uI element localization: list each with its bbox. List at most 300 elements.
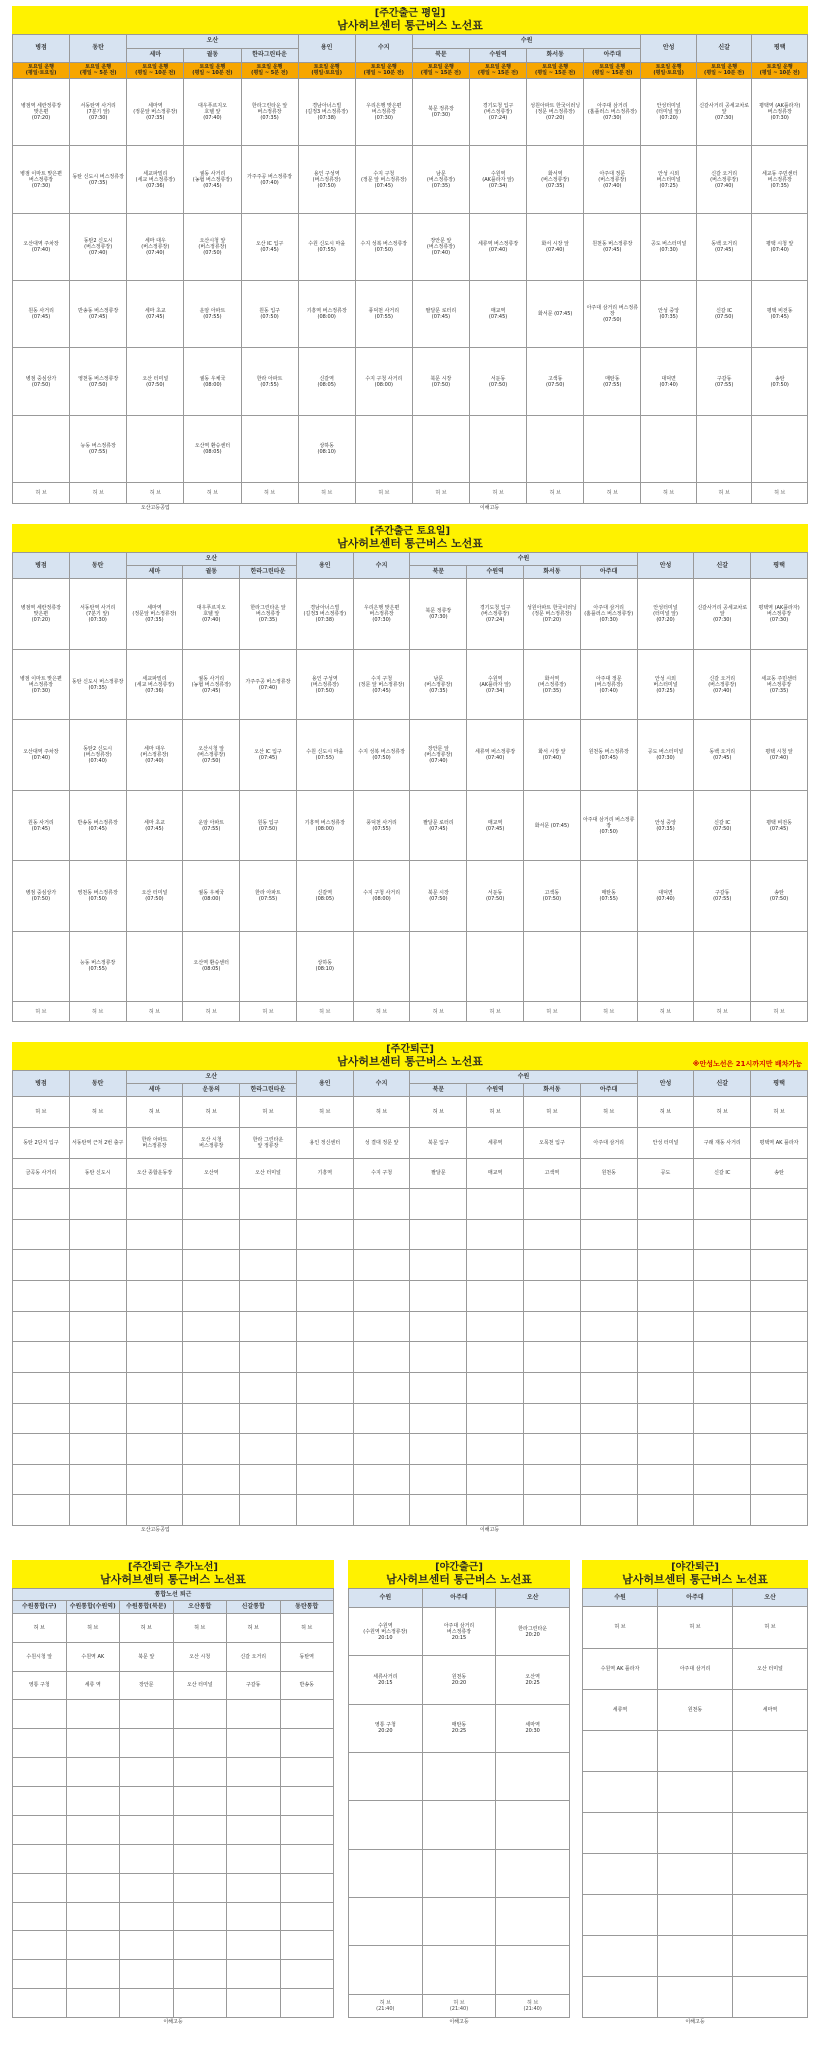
extra-title: [주간퇴근 추가노선] xyxy=(128,1562,218,1573)
stop-cell: 능동 버스정류장 (07:55) xyxy=(69,931,126,1001)
empty-cell xyxy=(126,1311,183,1342)
empty-cell xyxy=(580,1219,637,1250)
stop-cell: 허 브 xyxy=(120,1613,174,1642)
stop-cell: 오산역 환승센터 (08:05) xyxy=(183,931,240,1001)
empty-cell xyxy=(410,1281,467,1312)
center-title: 남사허브센터 통근버스 노선표 xyxy=(337,19,483,32)
empty-row xyxy=(349,1898,570,1946)
table-row xyxy=(13,281,808,348)
night-in-title: [야간출근] xyxy=(435,1562,483,1573)
empty-cell xyxy=(349,1801,423,1849)
sub-header: 화서동 xyxy=(524,1084,581,1097)
stop-cell: 병점 중심상가 (07:50) xyxy=(13,861,70,931)
stop-cell: 수지 성복 버스정류장 (07:50) xyxy=(353,720,410,790)
stop-cell xyxy=(641,415,697,482)
night-in-header xyxy=(348,1560,570,1588)
stop-cell: 고색동 (07:50) xyxy=(527,348,584,415)
center-title: 남사허브센터 통근버스 노선표 xyxy=(337,1055,483,1068)
empty-cell xyxy=(280,1729,334,1758)
stop-cell: 구갈동 (07:55) xyxy=(694,861,751,931)
stop-cell: 가주주공 버스정류장 (07:40) xyxy=(240,649,297,719)
empty-cell xyxy=(280,1989,334,2018)
stop-cell: 공도 버스터미널 (07:30) xyxy=(637,720,694,790)
stop-cell: 한라 아파트 (07:55) xyxy=(240,861,297,931)
group-header: 수원 xyxy=(410,553,637,566)
empty-cell xyxy=(227,1758,281,1787)
empty-cell xyxy=(280,1700,334,1729)
empty-cell xyxy=(637,1342,694,1373)
stop-cell: 아주대 정문 (버스정류장) (07:40) xyxy=(580,649,637,719)
empty-cell xyxy=(126,1464,183,1495)
empty-cell xyxy=(69,1219,126,1250)
weekday-evening-header xyxy=(12,1042,808,1070)
stop-cell: 원동 사거리 (07:45) xyxy=(13,790,70,860)
empty-cell xyxy=(183,1189,240,1220)
empty-cell xyxy=(13,1342,70,1373)
empty-cell xyxy=(227,1787,281,1816)
empty-row xyxy=(13,1403,808,1434)
empty-cell xyxy=(13,1844,67,1873)
stop-cell: 기흥역 버스정류장 (08:00) xyxy=(298,281,355,348)
stop-cell: 영통 구청 xyxy=(13,1671,67,1700)
stop-cell: 서동탄역 사거리 (7분기 앞) (07:30) xyxy=(70,79,127,146)
stop-cell: 신갈사거리 공세교차로 앞 (07:30) xyxy=(696,79,752,146)
empty-cell xyxy=(467,1250,524,1281)
empty-cell xyxy=(173,1815,227,1844)
sub-header: 화서동 xyxy=(524,566,581,579)
empty-cell xyxy=(69,1281,126,1312)
empty-cell xyxy=(227,1815,281,1844)
end-row xyxy=(13,1002,808,1022)
end-cell: 허 브 xyxy=(641,483,697,504)
col-header: 안성 xyxy=(637,1071,694,1097)
empty-cell xyxy=(410,1372,467,1403)
empty-cell xyxy=(69,1342,126,1373)
stop-cell: 우리은행 맞은편 버스정류장 (07:30) xyxy=(353,579,410,649)
empty-cell xyxy=(524,1281,581,1312)
empty-cell xyxy=(66,1989,120,2018)
stop-cell: 신갈역 (08:05) xyxy=(298,348,355,415)
stop-cell: 평택역 AK 플라자 xyxy=(751,1127,808,1158)
empty-cell xyxy=(349,1753,423,1801)
empty-cell xyxy=(353,1189,410,1220)
col-header: 수지 xyxy=(353,553,410,579)
empty-cell xyxy=(227,1931,281,1960)
stop-cell: 허 브 xyxy=(173,1613,227,1642)
time-cell: 토요일 운행 (평일 ~ 10분 전) xyxy=(696,62,752,78)
stop-rows xyxy=(13,579,808,1002)
empty-cell xyxy=(69,1372,126,1403)
end-cell: 허 브 xyxy=(696,483,752,504)
stop-cell: 아주대 삼거리 버스정류장 20:15 xyxy=(422,1607,496,1655)
empty-cell xyxy=(694,1464,751,1495)
empty-cell xyxy=(183,1403,240,1434)
empty-cell xyxy=(694,1250,751,1281)
empty-rows xyxy=(13,1700,334,2018)
stop-cell: 평택 비전동 (07:45) xyxy=(752,281,808,348)
col-header: 수지 xyxy=(353,1071,410,1097)
stop-cell: 허 브 xyxy=(66,1613,120,1642)
stop-cell: 수원역 AK xyxy=(66,1642,120,1671)
stop-cell: 한라그린타운 20:20 xyxy=(496,1607,570,1655)
col-header: 수원통합(구) xyxy=(13,1601,67,1613)
stop-cell: 한라 그린타운 앞 정류장 xyxy=(240,1127,297,1158)
empty-row xyxy=(583,1771,808,1812)
empty-cell xyxy=(524,1342,581,1373)
stop-cell xyxy=(696,415,752,482)
stop-cell: 원동 입구 (07:50) xyxy=(240,790,297,860)
empty-cell xyxy=(126,1281,183,1312)
stop-cell: 북문 정류장 (07:30) xyxy=(410,579,467,649)
empty-cell xyxy=(524,1219,581,1250)
empty-cell xyxy=(410,1219,467,1250)
empty-cell xyxy=(13,1281,70,1312)
stop-cell: 대우푸르지오 호텔 앞 (07:40) xyxy=(183,579,240,649)
stop-cell: 수원역 (AK플라자 앞) (07:34) xyxy=(467,649,524,719)
stop-cell: 원동 입구 (07:50) xyxy=(241,281,298,348)
weekday-morning-header xyxy=(12,6,808,34)
empty-cell xyxy=(280,1960,334,1989)
stop-cell: 병점 이마트 맞은편 버스정류장 (07:30) xyxy=(13,146,70,213)
extra-subtitle: 통합노선 퇴근 xyxy=(13,1589,334,1601)
empty-row xyxy=(349,1753,570,1801)
stop-cell: 매교역 (07:45) xyxy=(470,281,527,348)
sub-header: 북문 xyxy=(410,566,467,579)
empty-cell xyxy=(296,1464,353,1495)
stop-cell: 원천동 20:20 xyxy=(422,1656,496,1704)
sub-header: 운동의 xyxy=(183,1084,240,1097)
company-label: 이해고등 xyxy=(163,2019,183,2025)
empty-cell xyxy=(353,1403,410,1434)
stop-cell: 신갈 오거리 (버스정류장) (07:40) xyxy=(694,649,751,719)
stop-cell xyxy=(524,931,581,1001)
empty-cell xyxy=(658,1730,733,1771)
time-cell: 토요일 운행 (평일 ~ 5분 전) xyxy=(70,62,127,78)
stop-cell xyxy=(527,415,584,482)
empty-cell xyxy=(66,1758,120,1787)
stop-cell: 매탄동 20:25 xyxy=(422,1704,496,1752)
end-cell: 허 브 xyxy=(467,1002,524,1022)
col-header: 오산통합 xyxy=(173,1601,227,1613)
empty-row xyxy=(13,1311,808,1342)
stop-cell: 서동탄역 근처 2번 출구 xyxy=(69,1127,126,1158)
stop-cell: 안성 터미널 xyxy=(637,1127,694,1158)
stop-cell: 동탄 신도시 버스정류장 (07:35) xyxy=(70,146,127,213)
empty-cell xyxy=(496,1849,570,1897)
stop-cell: 기흥역 버스정류장 (08:00) xyxy=(296,790,353,860)
stop-cell: 동백 오거리 (07:45) xyxy=(694,720,751,790)
empty-cell xyxy=(637,1403,694,1434)
end-row xyxy=(349,1994,570,2017)
empty-cell xyxy=(353,1434,410,1465)
empty-cell xyxy=(467,1189,524,1220)
stop-cell: 오산역 환승센터 (08:05) xyxy=(184,415,241,482)
empty-row xyxy=(13,1342,808,1373)
empty-cell xyxy=(173,1989,227,2018)
stop-cell: 수지 구청 xyxy=(353,1158,410,1189)
sub-header: 궐동 xyxy=(183,566,240,579)
end-cell: 허 브 xyxy=(353,1002,410,1022)
stop-cell: 영천동 버스정류장 (07:50) xyxy=(70,348,127,415)
stop-cell: 북문 입구 xyxy=(410,1127,467,1158)
empty-cell xyxy=(120,1729,174,1758)
end-row xyxy=(13,483,808,504)
col-header: 수원통합(수원역) xyxy=(66,1601,120,1613)
stop-cell xyxy=(13,931,70,1001)
empty-cell xyxy=(296,1495,353,1526)
empty-cell xyxy=(410,1434,467,1465)
stop-cell: 운암 아파트 (07:55) xyxy=(184,281,241,348)
empty-cell xyxy=(296,1250,353,1281)
empty-cell xyxy=(580,1464,637,1495)
night-in-footer xyxy=(348,2018,570,2027)
sub-header: 북문 xyxy=(412,48,469,62)
stop-cell: 남문 (버스정류장) (07:35) xyxy=(412,146,469,213)
stop-cell: 허 브 xyxy=(69,1097,126,1128)
col-header: 용인 xyxy=(296,553,353,579)
col-header: 오산 xyxy=(733,1589,808,1607)
stop-cell: 오산시청 앞 (버스정류장) (07:50) xyxy=(184,213,241,280)
company-label: 이해고등 xyxy=(479,1527,500,1533)
stop-cell: 팔달문 로터리 (07:45) xyxy=(410,790,467,860)
empty-cell xyxy=(410,1311,467,1342)
stop-cell: 허 브 xyxy=(751,1097,808,1128)
stop-cell: 허 브 xyxy=(467,1097,524,1128)
company-label: 이해고등 xyxy=(685,2019,705,2025)
stop-cell: 경남아너스빌 (길정3 버스정류장) (07:38) xyxy=(298,79,355,146)
empty-cell xyxy=(183,1250,240,1281)
extra-header xyxy=(12,1560,334,1588)
center-title: 남사허브센터 통근버스 노선표 xyxy=(386,1573,532,1586)
stop-cell: 원천동 xyxy=(580,1158,637,1189)
empty-cell xyxy=(524,1189,581,1220)
col-header: 동탄 xyxy=(69,553,126,579)
empty-cell xyxy=(173,1902,227,1931)
empty-cell xyxy=(751,1495,808,1526)
stop-cell: 동탄 신도시 xyxy=(69,1158,126,1189)
stop-cell: 허 브 xyxy=(126,1097,183,1128)
weekday-morning-table xyxy=(12,34,808,504)
empty-cell xyxy=(751,1434,808,1465)
stop-cell: 상하동 (08:10) xyxy=(298,415,355,482)
stop-cell: 수지 구청 사거리 (08:00) xyxy=(355,348,412,415)
stop-cell: 성원아파트 한국이러닝 (정문 버스정류장) (07:20) xyxy=(524,579,581,649)
sub-header: 한라그린타운 xyxy=(240,1084,297,1097)
col-header: 신갈 xyxy=(696,35,752,63)
stop-cell: 오산 터미널 xyxy=(733,1648,808,1689)
stop-cell: 장안문 앞 (버스정류장) (07:40) xyxy=(412,213,469,280)
saturday-morning-title: [주간출근 토요일] xyxy=(369,526,451,537)
empty-cell xyxy=(467,1219,524,1250)
table-row xyxy=(13,213,808,280)
empty-cell xyxy=(467,1464,524,1495)
empty-cell xyxy=(183,1434,240,1465)
empty-cell xyxy=(658,1894,733,1935)
empty-cell xyxy=(296,1372,353,1403)
night-out-rows xyxy=(583,1607,808,1730)
stop-cell: 수지 구청 (정문 앞 버스정류장) (07:45) xyxy=(355,146,412,213)
empty-cell xyxy=(410,1403,467,1434)
stop-cell: 오산시청 앞 (버스정류장) (07:50) xyxy=(183,720,240,790)
sub-header: 아주대 xyxy=(580,1084,637,1097)
stop-cell: 신갈 IC xyxy=(694,1158,751,1189)
company-label: 이해고등 xyxy=(479,505,500,511)
empty-cell xyxy=(467,1342,524,1373)
sub-header: 북문 xyxy=(410,1084,467,1097)
empty-cell xyxy=(658,1976,733,2017)
empty-cell xyxy=(349,1946,423,1994)
stop-cell: 서둔동 (07:50) xyxy=(470,348,527,415)
col-header: 신갈 xyxy=(694,553,751,579)
time-cell: 토요일 운행 (평일 ~ 15분 전) xyxy=(412,62,469,78)
stop-cell: 세류역 xyxy=(467,1127,524,1158)
empty-row xyxy=(13,1729,334,1758)
stop-cell: 허 브 xyxy=(353,1097,410,1128)
empty-cell xyxy=(580,1342,637,1373)
end-cell: 허 브 xyxy=(470,483,527,504)
empty-cell xyxy=(120,1787,174,1816)
end-cell: 허 브 xyxy=(527,483,584,504)
table-row xyxy=(13,1642,334,1671)
table-row xyxy=(583,1648,808,1689)
empty-row xyxy=(13,1931,334,1960)
empty-cell xyxy=(751,1281,808,1312)
empty-cell xyxy=(13,1403,70,1434)
table-row xyxy=(13,579,808,649)
stop-cell: 아주대 정문 (버스정류장) (07:40) xyxy=(584,146,641,213)
sub-header: 세마 xyxy=(126,566,183,579)
empty-row xyxy=(13,1873,334,1902)
stop-cell xyxy=(355,415,412,482)
end-cell: 허 브 xyxy=(355,483,412,504)
empty-cell xyxy=(694,1495,751,1526)
end-cell: 허 브 (21:40) xyxy=(496,1994,570,2017)
empty-cell xyxy=(751,1250,808,1281)
stop-cell: 장안문 앞 (버스정류장) (07:40) xyxy=(410,720,467,790)
table-row xyxy=(13,348,808,415)
time-cell: 토요일 운행 (평일 ~ 15분 전) xyxy=(527,62,584,78)
col-header: 안성 xyxy=(641,35,697,63)
empty-cell xyxy=(751,1403,808,1434)
end-cell: 허 브 xyxy=(126,1002,183,1022)
saturday-morning-header xyxy=(12,524,808,552)
empty-row xyxy=(349,1801,570,1849)
time-cell: 토요일 운행 (평일·토요일) xyxy=(298,62,355,78)
col-header: 병점 xyxy=(13,553,70,579)
sub-header: 세마 xyxy=(127,48,184,62)
stop-cell: 수원시청 앞 xyxy=(13,1642,67,1671)
end-cell: 허 브 xyxy=(298,483,355,504)
end-cell: 허 브 xyxy=(240,1002,297,1022)
table-row xyxy=(13,649,808,719)
empty-cell xyxy=(637,1495,694,1526)
empty-cell xyxy=(658,1935,733,1976)
empty-cell xyxy=(296,1311,353,1342)
empty-row xyxy=(583,1935,808,1976)
stop-cell: 수지 구청 (정문 앞 버스정류장) (07:45) xyxy=(353,649,410,719)
stop-cell: 반송동 버스정류장 (07:45) xyxy=(70,281,127,348)
stop-cell: 매탄동 (07:55) xyxy=(584,348,641,415)
empty-cell xyxy=(280,1758,334,1787)
stop-cell: 세마역 (정문앞 버스정류장) (07:35) xyxy=(126,579,183,649)
stop-cell: 북문 앞 xyxy=(120,1642,174,1671)
stop-cell: 화서역 (버스정류장) (07:35) xyxy=(524,649,581,719)
empty-cell xyxy=(349,1898,423,1946)
empty-cell xyxy=(496,1898,570,1946)
stop-cell: 팔달문 로터리 (07:45) xyxy=(412,281,469,348)
stop-cell: 세류역 버스정류장 (07:40) xyxy=(467,720,524,790)
empty-cell xyxy=(126,1434,183,1465)
empty-cell xyxy=(240,1311,297,1342)
empty-cell xyxy=(637,1250,694,1281)
night-out-title: [야간퇴근] xyxy=(671,1562,719,1573)
stop-cell xyxy=(584,415,641,482)
empty-row xyxy=(13,1815,334,1844)
empty-row xyxy=(13,1281,808,1312)
empty-cell xyxy=(227,1902,281,1931)
sub-header: 수원역 xyxy=(467,1084,524,1097)
stop-cell: 영통 구청 20:20 xyxy=(349,1704,423,1752)
empty-cell xyxy=(583,1771,658,1812)
time-cell: 토요일 운행 (평일·토요일) xyxy=(13,62,70,78)
col-header: 평택 xyxy=(751,553,808,579)
stop-cell: 허 브 xyxy=(524,1097,581,1128)
stop-cell: 한라 아파트 버스정류장 xyxy=(126,1127,183,1158)
col-header: 수원 xyxy=(349,1589,423,1608)
col-header: 안성 xyxy=(637,553,694,579)
empty-row xyxy=(13,1250,808,1281)
empty-cell xyxy=(296,1281,353,1312)
empty-cell xyxy=(13,1464,70,1495)
stop-cell: 고색역 xyxy=(524,1158,581,1189)
stop-cell xyxy=(751,931,808,1001)
empty-cell xyxy=(13,1700,67,1729)
stop-cell: 송탄 xyxy=(751,1158,808,1189)
empty-cell xyxy=(751,1311,808,1342)
empty-cell xyxy=(694,1219,751,1250)
empty-rows xyxy=(349,1753,570,1995)
empty-row xyxy=(13,1902,334,1931)
empty-cell xyxy=(410,1464,467,1495)
stop-cell: 허 브 xyxy=(13,1613,67,1642)
stop-cell: 경기도청 입구 (버스정류장) (07:24) xyxy=(467,579,524,649)
empty-cell xyxy=(13,1931,67,1960)
empty-cell xyxy=(583,1976,658,2017)
stop-cell xyxy=(13,415,70,482)
night-out-header xyxy=(582,1560,808,1588)
col-header: 수원통합(북문) xyxy=(120,1601,174,1613)
empty-cell xyxy=(580,1372,637,1403)
empty-cell xyxy=(467,1372,524,1403)
end-cell: 허 브 xyxy=(70,483,127,504)
stop-cell: 수지 구청 사거리 (08:00) xyxy=(353,861,410,931)
empty-cell xyxy=(69,1495,126,1526)
table-row xyxy=(583,1607,808,1648)
table-row xyxy=(13,415,808,482)
stop-cell: 공도 버스터미널 (07:30) xyxy=(641,213,697,280)
stop-cell: 세교동 주민센터 버스정류장 (07:35) xyxy=(751,649,808,719)
stop-cell: 신갈 오거리 (버스정류장) (07:40) xyxy=(696,146,752,213)
empty-cell xyxy=(751,1219,808,1250)
col-header: 아주대 xyxy=(658,1589,733,1607)
stop-cell: 세교동 주민센터 버스정류장 (07:35) xyxy=(752,146,808,213)
stop-cell: 동탄 신도시 버스정류장 (07:35) xyxy=(69,649,126,719)
col-header: 수원 xyxy=(583,1589,658,1607)
empty-cell xyxy=(66,1729,120,1758)
company-label: 이해고등 xyxy=(449,2019,469,2025)
empty-row xyxy=(13,1758,334,1787)
empty-cell xyxy=(126,1342,183,1373)
